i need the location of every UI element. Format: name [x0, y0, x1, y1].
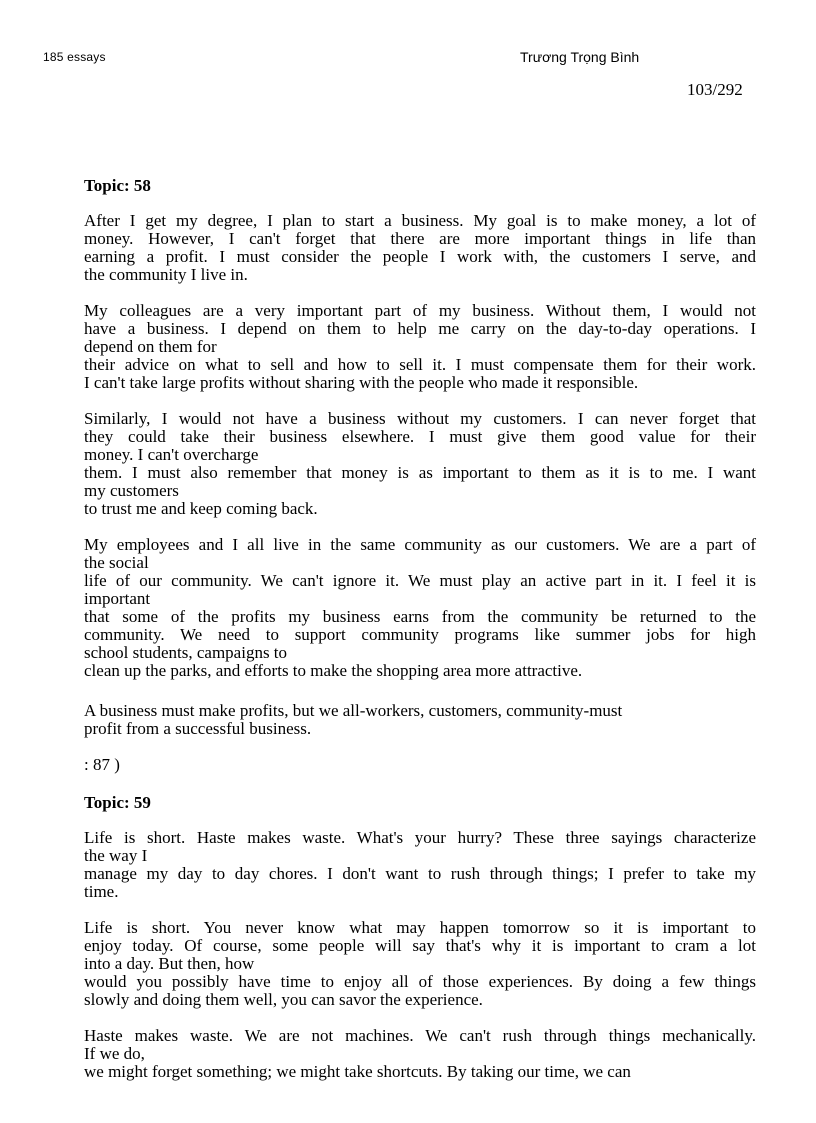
text-line: we might forget something; we might take shortcuts. By taking our time, we can	[84, 1062, 631, 1081]
text-line: the way I	[84, 846, 148, 865]
text-line: my customers	[84, 481, 179, 500]
text-line: important	[84, 589, 151, 608]
topic-58-reference: : 87 )	[84, 755, 120, 774]
text-line: profit from a successful business.	[84, 719, 312, 738]
topic-58-paragraph-2	[84, 302, 756, 392]
text-line: Life is short. Haste makes waste. What's your hurry? These three sayings characterize	[84, 828, 756, 847]
topic-58-paragraph-1	[84, 212, 756, 284]
text-line: After I get my degree, I plan to start a business. My goal is to make money, a lot of	[84, 211, 756, 230]
text-line: have a business. I depend on them to help me carry on the day-to-day operations. I	[84, 319, 756, 338]
topic-59-paragraph-3	[84, 1027, 756, 1081]
text-line: My colleagues are a very important part of my business. Without them, I would not	[84, 301, 756, 320]
text-line: them. I must also remember that money is as important to them as it is to me. I want	[84, 463, 756, 482]
text-line: the social	[84, 553, 149, 572]
text-line: depend on them for	[84, 337, 217, 356]
text-line: their advice on what to sell and how to sell it. I must compensate them for their work.	[84, 355, 756, 374]
page-number: 103/292	[687, 80, 743, 99]
text-line: enjoy today. Of course, some people will say that's why it is important to cram a lot	[84, 936, 756, 955]
text-line: the community I live in.	[84, 265, 248, 284]
text-line: they could take their business elsewhere. I must give them good value for their	[84, 427, 756, 446]
text-line: slowly and doing them well, you can savor the experience.	[84, 990, 483, 1009]
topic-58-paragraph-4	[84, 536, 756, 680]
text-line: Similarly, I would not have a business without my customers. I can never forget that	[84, 409, 756, 428]
header-left: 185 essays	[43, 50, 106, 64]
text-line: to trust me and keep coming back.	[84, 499, 318, 518]
document-body	[84, 177, 756, 1099]
text-line: A business must make profits, but we all-workers, customers, community-must	[84, 701, 623, 720]
text-line: If we do,	[84, 1044, 145, 1063]
header-author: Trương Trọng Bình	[520, 49, 640, 65]
text-line: I can't take large profits without sharing with the people who made it responsible.	[84, 373, 639, 392]
topic-59-title: Topic: 59	[84, 793, 151, 812]
topic-59-paragraph-2	[84, 919, 756, 1009]
text-line: into a day. But then, how	[84, 954, 255, 973]
text-line: school students, campaigns to	[84, 643, 288, 662]
text-line: My employees and I all live in the same community as our customers. We are a part of	[84, 535, 756, 554]
text-line: money. However, I can't forget that there are more important things in life than	[84, 229, 756, 248]
text-line: community. We need to support community programs like summer jobs for high	[84, 625, 756, 644]
text-line: Haste makes waste. We are not machines. We can't rush through things mechanically.	[84, 1026, 756, 1045]
text-line: manage my day to day chores. I don't want to rush through things; I prefer to take my	[84, 864, 756, 883]
text-line: money. I can't overcharge	[84, 445, 259, 464]
text-line: time.	[84, 882, 119, 901]
topic-58-title: Topic: 58	[84, 176, 151, 195]
text-line: clean up the parks, and efforts to make the shopping area more attractive.	[84, 661, 583, 680]
topic-58-paragraph-5	[84, 702, 756, 738]
topic-59-paragraph-1	[84, 829, 756, 901]
topic-58-paragraph-3	[84, 410, 756, 518]
text-line: that some of the profits my business earns from the community be returned to the	[84, 607, 756, 626]
text-line: would you possibly have time to enjoy all of those experiences. By doing a few things	[84, 972, 756, 991]
text-line: life of our community. We can't ignore it. We must play an active part in it. I feel it is	[84, 571, 756, 590]
text-line: Life is short. You never know what may happen tomorrow so it is important to	[84, 918, 756, 937]
text-line: earning a profit. I must consider the people I work with, the customers I serve, and	[84, 247, 756, 266]
